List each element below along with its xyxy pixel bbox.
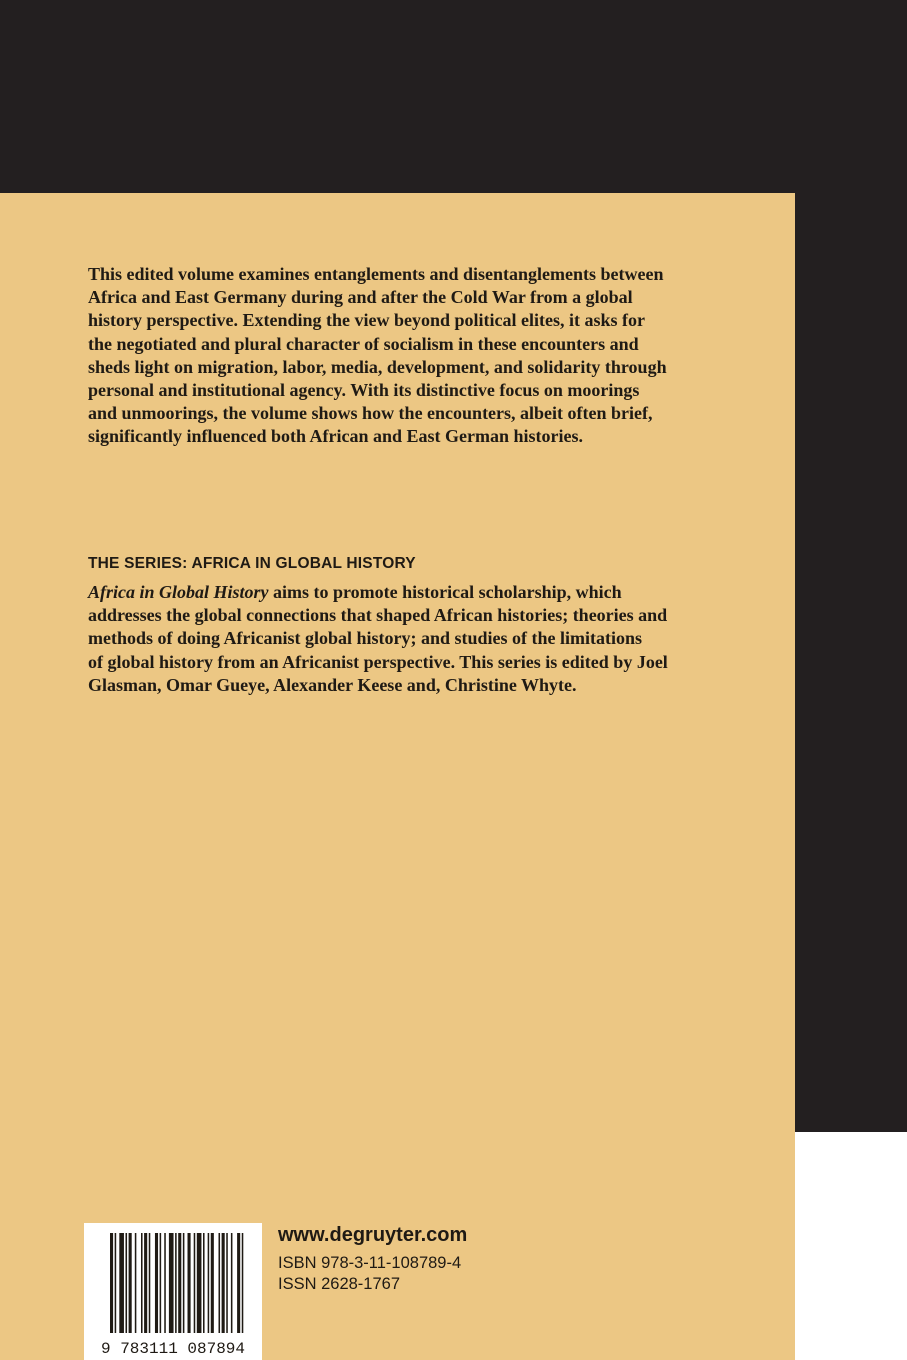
barcode-bar xyxy=(141,1233,143,1333)
blurb-line: personal and institutional agency. With its distinctive focus on moorings xyxy=(88,380,640,401)
barcode-bar xyxy=(242,1233,244,1333)
barcode-bar xyxy=(183,1233,185,1333)
series-line: of global history from an Africanist perspective. This series is edited by Joel xyxy=(88,651,668,672)
barcode-bar xyxy=(144,1233,147,1333)
series-description xyxy=(88,581,728,697)
barcode-bar xyxy=(203,1233,205,1333)
barcode-bar xyxy=(194,1233,196,1333)
barcode-bar xyxy=(155,1233,158,1333)
publisher-website[interactable]: www.degruyter.com xyxy=(278,1224,468,1246)
series-heading: THE SERIES: AFRICA IN GLOBAL HISTORY xyxy=(88,555,416,572)
barcode-bar xyxy=(129,1233,132,1333)
series-line: addresses the global connections that shaped African histories; theories and xyxy=(88,605,668,626)
barcode-bar xyxy=(208,1233,210,1333)
barcode-bar xyxy=(222,1233,225,1333)
series-line: Glasman, Omar Gueye, Alexander Keese and, Christine Whyte. xyxy=(88,674,577,695)
series-line: aims to promote historical scholarship, which xyxy=(268,582,622,602)
barcode-bar xyxy=(119,1233,124,1333)
barcode-bar xyxy=(110,1233,113,1333)
blurb-line: sheds light on migration, labor, media, development, and solidarity through xyxy=(88,356,667,377)
issn-text: ISSN 2628-1767 xyxy=(278,1275,401,1293)
barcode-bar xyxy=(149,1233,151,1333)
barcode-bar xyxy=(115,1233,117,1333)
barcode-bar xyxy=(126,1233,128,1333)
barcode-bar xyxy=(226,1233,228,1333)
isbn-text: ISBN 978-3-11-108789-4 xyxy=(278,1254,462,1272)
barcode-digits: 9 783111 087894 xyxy=(100,1340,246,1358)
blurb-line: the negotiated and plural character of socialism in these encounters and xyxy=(88,333,639,354)
barcode-bar xyxy=(135,1233,137,1333)
barcode-bars xyxy=(84,1223,262,1360)
series-title-italic: Africa in Global History xyxy=(88,582,269,602)
barcode-bar xyxy=(188,1233,191,1333)
barcode-bar xyxy=(178,1233,181,1333)
barcode-bar xyxy=(175,1233,177,1333)
barcode-bar xyxy=(169,1233,174,1333)
top-dark-band xyxy=(0,0,907,193)
barcode-bar xyxy=(211,1233,214,1333)
series-line: methods of doing Africanist global history; and studies of the limitations xyxy=(88,628,643,649)
barcode-bar xyxy=(231,1233,233,1333)
barcode-bar xyxy=(219,1233,221,1333)
blurb-line: significantly influenced both African and East German histories. xyxy=(88,426,584,447)
right-dark-band xyxy=(795,0,907,1132)
isbn-barcode xyxy=(84,1223,262,1360)
barcode-bar xyxy=(197,1233,202,1333)
blurb-line: and unmoorings, the volume shows how the encounters, albeit often brief, xyxy=(88,403,653,424)
barcode-bar xyxy=(164,1233,166,1333)
barcode-bar xyxy=(160,1233,162,1333)
blurb-line: history perspective. Extending the view beyond political elites, it asks for xyxy=(88,310,645,331)
barcode-bar xyxy=(237,1233,240,1333)
book-description xyxy=(88,263,728,449)
blurb-line: This edited volume examines entanglements and disentanglements between xyxy=(88,264,664,284)
blurb-line: Africa and East Germany during and after the Cold War from a global xyxy=(88,287,633,308)
